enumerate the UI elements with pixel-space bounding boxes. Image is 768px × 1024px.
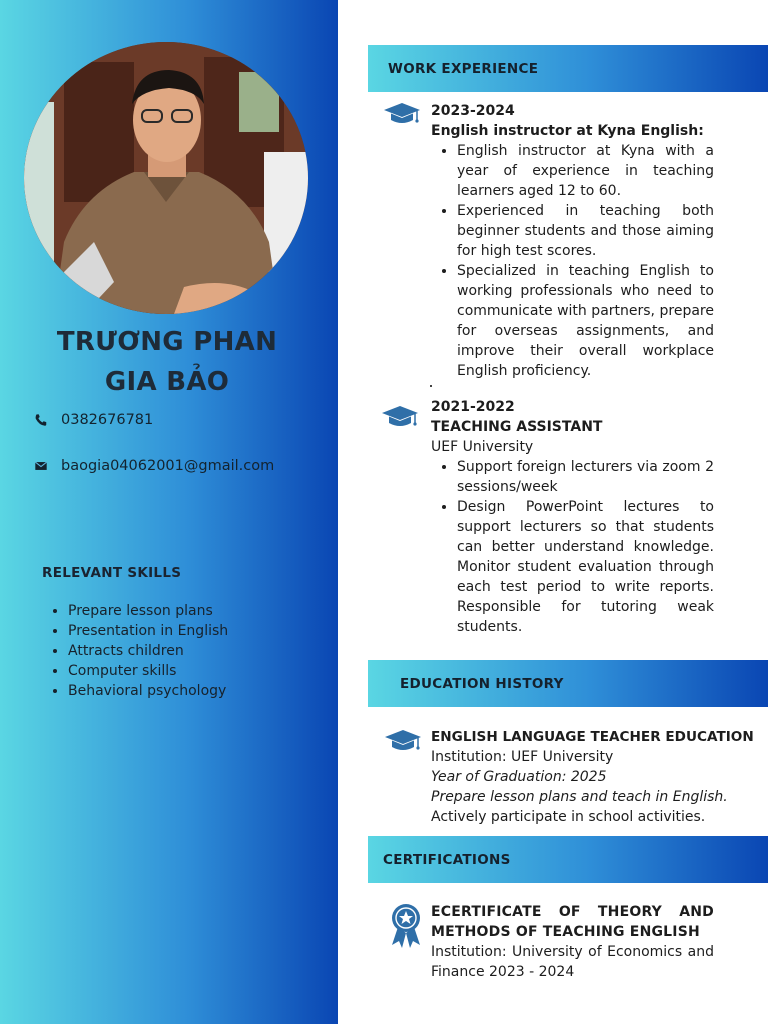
email-address[interactable]: baogia04062001@gmail.com bbox=[61, 458, 275, 474]
job-entry bbox=[431, 101, 714, 381]
job-organization: UEF University bbox=[431, 439, 534, 455]
job-period: 2021-2022 bbox=[431, 399, 515, 415]
education-activity: Actively participate in school activities. bbox=[431, 809, 706, 825]
job-bullet: • Design PowerPoint lectures to support lecturers so that students can better understand knowledge. Monitor student evaluation through each test period to write reports. Responsible for tutoring weak students. bbox=[457, 497, 714, 637]
skill-item: • Attracts children bbox=[68, 641, 228, 661]
degree-name: ENGLISH LANGUAGE TEACHER EDUCATION bbox=[431, 729, 754, 745]
job-bullet: • English instructor at Kyna with a year of experience in teaching learners aged 12 to 60. bbox=[457, 141, 714, 201]
education-header bbox=[368, 660, 768, 707]
work-experience-title: WORK EXPERIENCE bbox=[388, 60, 539, 77]
certification-entry bbox=[431, 902, 714, 982]
education-note: Prepare lesson plans and teach in English. bbox=[431, 789, 728, 805]
skill-item: • Presentation in English bbox=[68, 621, 228, 641]
graduation-cap-icon bbox=[382, 101, 422, 127]
skills-heading: RELEVANT SKILLS bbox=[42, 565, 182, 581]
mail-icon bbox=[34, 459, 48, 473]
job-entry bbox=[431, 397, 714, 637]
skill-item: • Prepare lesson plans bbox=[68, 601, 228, 621]
name-line-2: GIA BẢO bbox=[104, 367, 230, 397]
job-bullet: • Specialized in teaching English to working professionals who need to communicate with partners, prepare for overseas assignments, and improve their overall workplace English proficiency. bbox=[457, 261, 714, 381]
certification-name: ECERTIFICATE OF THEORY AND METHODS OF TEACHING ENGLISH bbox=[431, 904, 714, 940]
job-bullets bbox=[431, 457, 714, 637]
skills-list bbox=[46, 601, 228, 701]
phone-number: 0382676781 bbox=[61, 412, 154, 428]
sidebar bbox=[0, 0, 338, 1024]
skill-item: • Behavioral psychology bbox=[68, 681, 228, 701]
graduation-cap-icon bbox=[380, 404, 420, 430]
education-institution: Institution: UEF University bbox=[431, 749, 614, 765]
phone-row bbox=[34, 412, 153, 428]
portrait-illustration bbox=[24, 42, 308, 314]
job-role: TEACHING ASSISTANT bbox=[431, 419, 603, 435]
job-bullet: • Support foreign lecturers via zoom 2 sessions/week bbox=[457, 457, 714, 497]
phone-icon bbox=[34, 413, 48, 427]
skill-item: • Computer skills bbox=[68, 661, 228, 681]
job-bullets bbox=[431, 141, 714, 381]
certification-institution: Institution: University of Economics and Finance 2023 - 2024 bbox=[431, 944, 714, 980]
certifications-title: CERTIFICATIONS bbox=[383, 851, 511, 868]
work-experience-header bbox=[368, 45, 768, 92]
stray-dot bbox=[430, 385, 432, 387]
graduation-cap-icon bbox=[383, 728, 423, 754]
job-role: English instructor at Kyna English: bbox=[431, 123, 704, 139]
award-ribbon-icon bbox=[389, 903, 423, 949]
education-entry bbox=[431, 727, 761, 827]
graduation-year: Year of Graduation: 2025 bbox=[431, 769, 607, 785]
name-line-1: TRƯƠNG PHAN bbox=[56, 327, 278, 357]
education-title: EDUCATION HISTORY bbox=[400, 675, 564, 692]
profile-photo bbox=[24, 42, 308, 314]
job-bullet: • Experienced in teaching both beginner students and those aiming for high test scores. bbox=[457, 201, 714, 261]
candidate-name bbox=[0, 322, 334, 402]
certifications-header bbox=[368, 836, 768, 883]
email-row bbox=[34, 458, 274, 474]
job-period: 2023-2024 bbox=[431, 103, 515, 119]
